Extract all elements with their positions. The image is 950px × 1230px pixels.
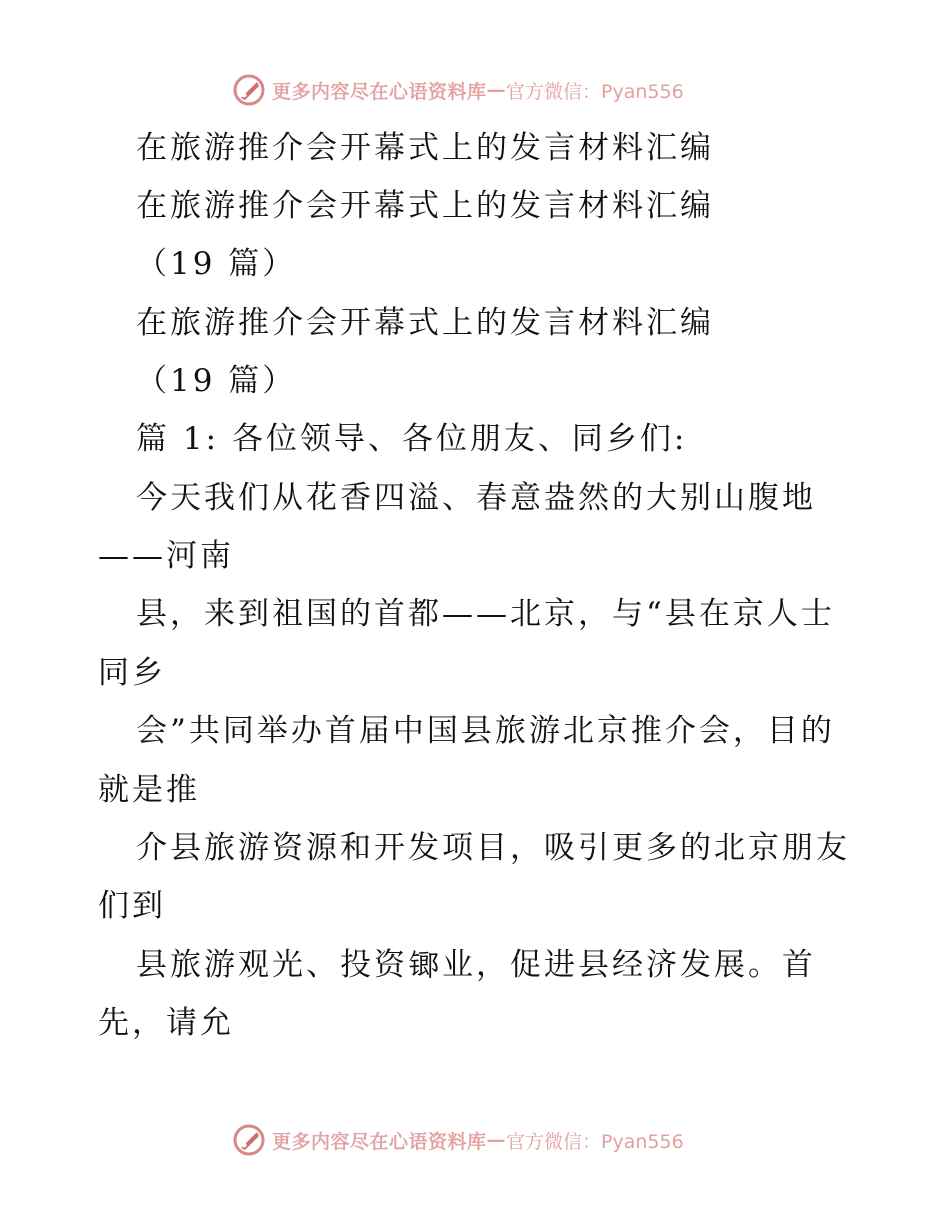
- text-line: （19 篇）: [136, 363, 297, 399]
- text-line: 县旅游观光、投资𨱍业，促进县经济发展。首: [136, 947, 816, 983]
- text-line: 在旅游推介会开幕式上的发言材料汇编: [136, 130, 714, 166]
- text-line: （19 篇）: [136, 246, 297, 282]
- watermark-suffix-text: 官方微信：Pyan556: [506, 1130, 684, 1153]
- text-line: 在旅游推介会开幕式上的发言材料汇编: [136, 305, 714, 341]
- text-line: 同乡: [98, 655, 166, 691]
- watermark-dash: —: [486, 79, 507, 101]
- watermark-main-text: 更多内容尽在心语资料库: [272, 80, 487, 103]
- text-line: ——河南: [98, 538, 234, 574]
- quill-logo-icon: [232, 73, 266, 107]
- text-line: 介县旅游资源和开发项目，吸引更多的北京朋友: [136, 830, 850, 866]
- watermark-footer: [232, 1122, 684, 1158]
- text-line: 今天我们从花香四溢、春意盎然的大别山腹地: [136, 480, 816, 516]
- watermark-header: [232, 72, 684, 108]
- watermark-suffix-text: 官方微信：Pyan556: [506, 80, 684, 103]
- text-line: 会”共同举办首届中国县旅游北京推介会，目的: [136, 713, 835, 749]
- watermark-dash: —: [486, 1129, 507, 1151]
- text-line: 们到: [98, 888, 166, 924]
- text-line: 就是推: [98, 772, 200, 808]
- text-line: 先，请允: [98, 1005, 234, 1041]
- watermark-main-text: 更多内容尽在心语资料库: [272, 1130, 487, 1153]
- text-line: 县，来到祖国的首都——北京，与“县在京人士: [136, 596, 835, 632]
- quill-logo-icon: [232, 1123, 266, 1157]
- text-line: 篇 1: 各位领导、各位朋友、同乡们:: [136, 421, 688, 457]
- text-line: 在旅游推介会开幕式上的发言材料汇编: [136, 188, 714, 224]
